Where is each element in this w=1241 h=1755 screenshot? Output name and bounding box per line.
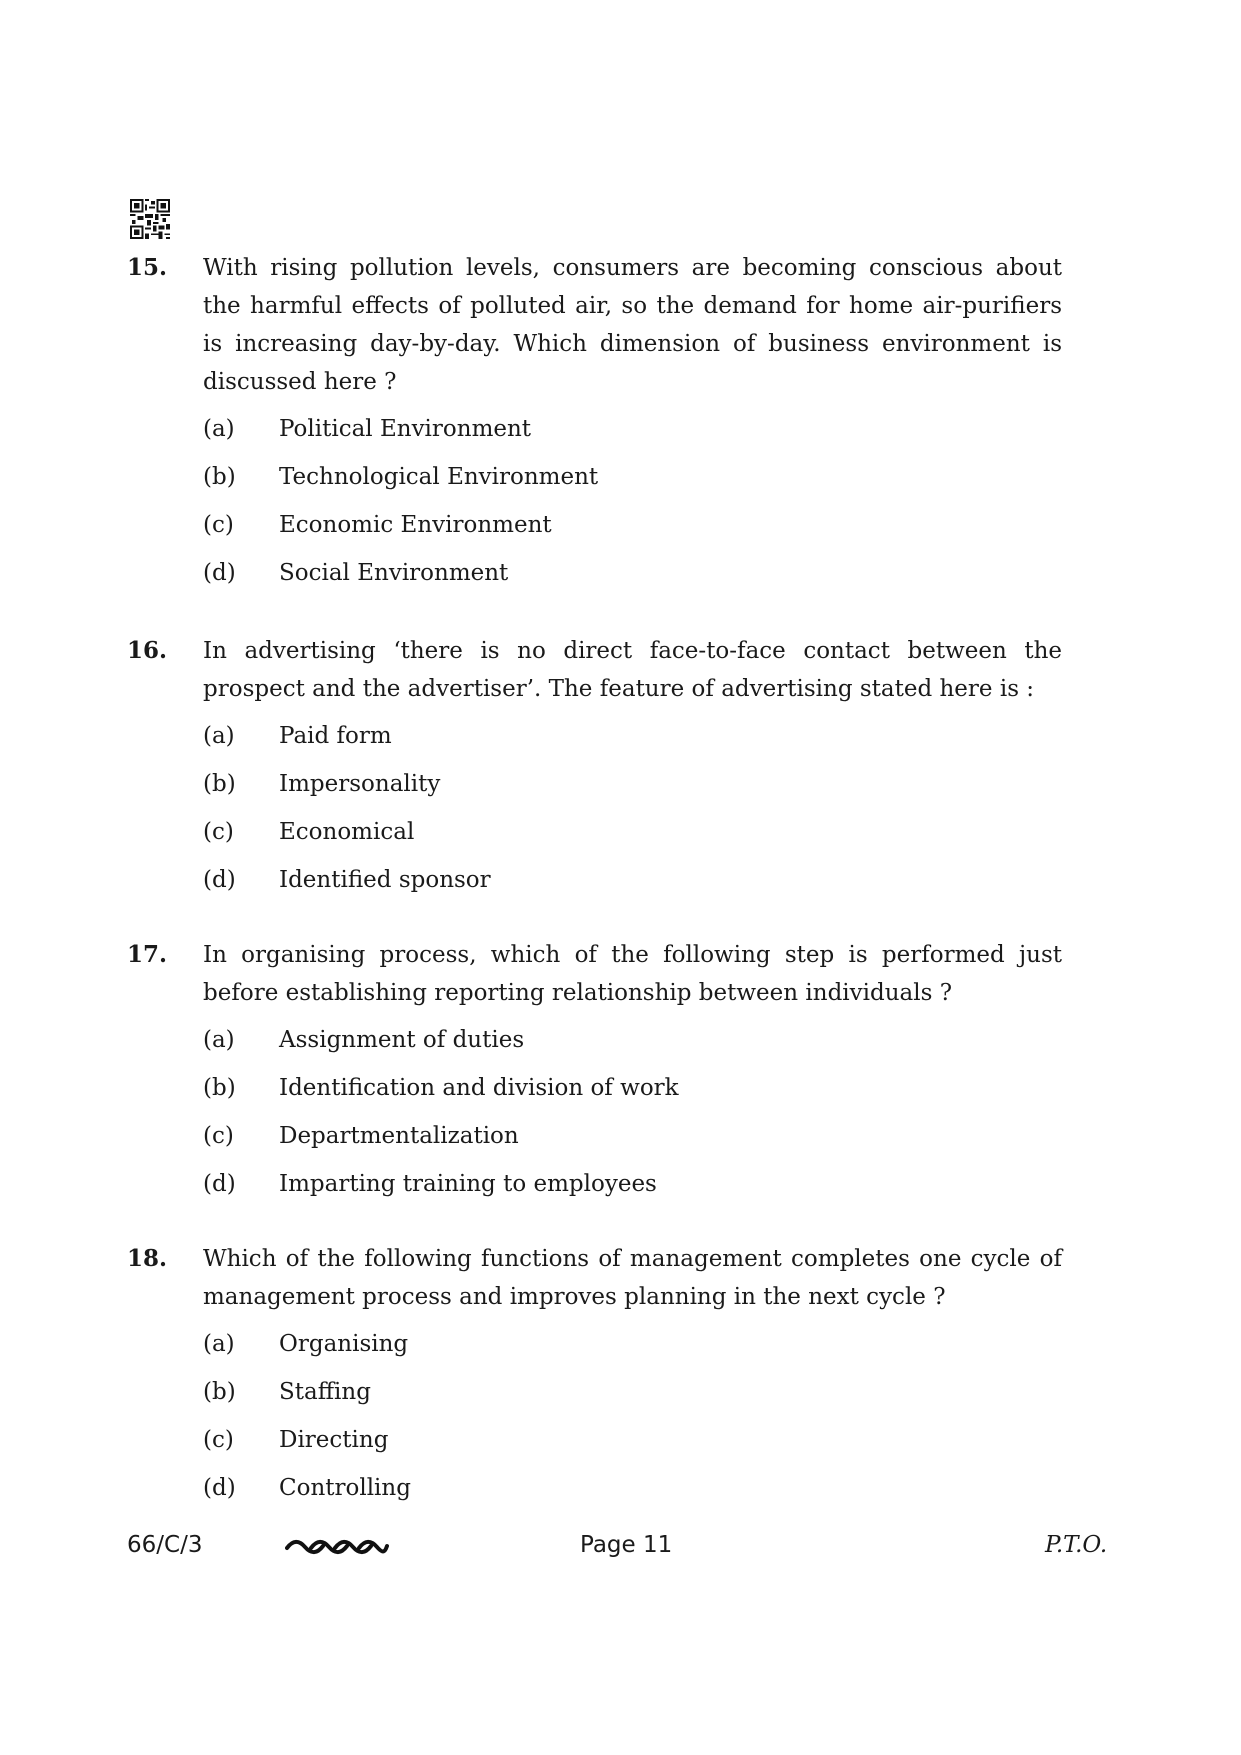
option-d [203,1469,1062,1517]
options-list [203,410,1062,602]
option-d [203,861,1062,909]
option-b [203,1373,1062,1421]
option-letter: (a) [203,416,235,442]
option-letter: (d) [203,560,236,586]
question-number: 18. [127,1245,168,1272]
question-text: Which of the following functions of management completes one cycle of management process and improves planning in the next cycle ? [203,1246,1062,1310]
option-letter: (c) [203,512,234,538]
option-letter: (c) [203,1123,234,1149]
option-letter: (b) [203,1075,236,1101]
option-d [203,554,1062,602]
option-text: Technological Environment [279,464,599,490]
option-text: Imparting training to employees [279,1171,657,1197]
option-letter: (a) [203,1027,235,1053]
question-15 [127,249,1062,602]
option-a [203,410,1062,458]
option-text: Departmentalization [279,1123,519,1149]
option-c [203,1421,1062,1469]
option-text: Organising [279,1331,409,1357]
paper-code: 66/C/3 [127,1532,203,1558]
option-b [203,458,1062,506]
option-letter: (b) [203,464,236,490]
option-a [203,1021,1062,1069]
option-c [203,506,1062,554]
option-a [203,1325,1062,1373]
qr-code-icon [130,199,170,239]
page-footer [0,1532,1241,1568]
option-text: Identification and division of work [279,1075,679,1101]
option-letter: (b) [203,771,236,797]
option-text: Social Environment [279,560,509,586]
option-a [203,717,1062,765]
question-text: In advertising ‘there is no direct face-to-face contact between the prospect and the advertiser’. The feature of advertising stated here is : [203,638,1062,702]
option-c [203,1117,1062,1165]
question-number: 16. [127,637,168,664]
wave-ornament-icon [285,1536,389,1556]
question-16 [127,632,1062,909]
page-number: Page 11 [580,1532,673,1558]
options-list [203,1325,1062,1517]
option-letter: (c) [203,819,234,845]
option-text: Economic Environment [279,512,552,538]
pto-label: P.T.O. [1045,1532,1108,1558]
option-text: Assignment of duties [279,1027,525,1053]
question-17 [127,936,1062,1213]
option-b [203,1069,1062,1117]
option-b [203,765,1062,813]
option-letter: (d) [203,1475,236,1501]
options-list [203,1021,1062,1213]
option-letter: (d) [203,867,236,893]
option-text: Staffing [279,1379,371,1405]
option-text: Economical [279,819,415,845]
option-text: Political Environment [279,416,532,442]
option-text: Controlling [279,1475,411,1501]
question-number: 15. [127,254,168,281]
question-18 [127,1240,1062,1517]
option-text: Impersonality [279,771,441,797]
option-d [203,1165,1062,1213]
option-text: Identified sponsor [279,867,491,893]
option-letter: (a) [203,1331,235,1357]
options-list [203,717,1062,909]
option-text: Paid form [279,723,392,749]
option-letter: (a) [203,723,235,749]
question-text: With rising pollution levels, consumers are becoming conscious about the harmful effects of polluted air, so the demand for home air-purifiers is increasing day-by-day. Which dimension of business environment is discussed here ? [203,255,1062,395]
question-text: In organising process, which of the following step is performed just before establishing reporting relationship between individuals ? [203,942,1062,1006]
option-letter: (b) [203,1379,236,1405]
question-number: 17. [127,941,168,968]
option-c [203,813,1062,861]
option-text: Directing [279,1427,389,1453]
option-letter: (d) [203,1171,236,1197]
option-letter: (c) [203,1427,234,1453]
